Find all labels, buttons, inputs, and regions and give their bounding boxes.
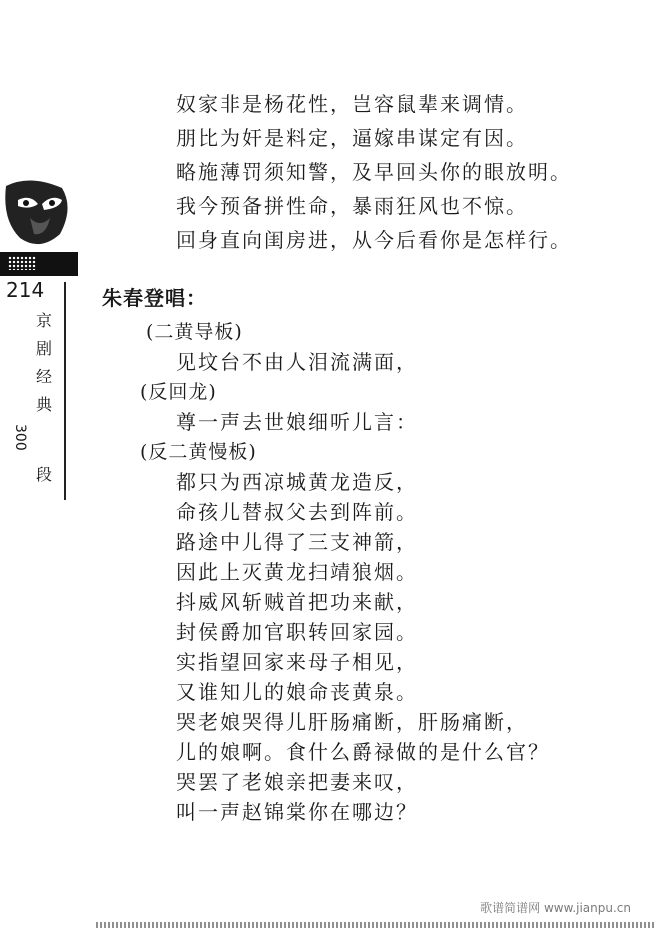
- verse-line: 封侯爵加官职转回家园。: [176, 620, 418, 644]
- book-title-char: 段: [36, 465, 53, 484]
- decorative-dots: [8, 256, 36, 270]
- verse-line: 见坟台不由人泪流满面，: [176, 350, 418, 374]
- page-number: 214: [6, 278, 45, 302]
- verse-line: 哭老娘哭得儿肝肠痛断，肝肠痛断，: [176, 710, 528, 734]
- opera-mask-icon: [0, 178, 78, 250]
- section-heading: 朱春登唱：: [102, 286, 207, 310]
- verse-line: 我今预备拼性命，暴雨狂风也不惊。: [176, 194, 528, 218]
- tune-label: (反二黄慢板): [140, 441, 257, 463]
- verse-line: 命孩儿替叔父去到阵前。: [176, 500, 418, 524]
- tune-label: (二黄导板): [146, 321, 243, 343]
- verse-line: 抖威风斩贼首把功来献，: [176, 590, 418, 614]
- verse-line: 因此上灭黄龙扫靖狼烟。: [176, 560, 418, 584]
- book-title-char: 京: [36, 311, 53, 330]
- verse-line: 儿的娘啊。食什么爵禄做的是什么官？: [176, 740, 550, 764]
- verse-line: 尊一声去世娘细听儿言：: [176, 410, 418, 434]
- verse-line: 朋比为奸是料定，逼嫁串谋定有因。: [176, 126, 528, 150]
- tune-label: (反回龙): [140, 381, 217, 403]
- verse-line: 又谁知儿的娘命丧黄泉。: [176, 680, 418, 704]
- book-title-char: 典: [36, 395, 53, 414]
- book-title-char: 剧: [36, 339, 53, 358]
- side-rule: [64, 282, 66, 500]
- verse-line: 哭罢了老娘亲把妻来叹，: [176, 770, 418, 794]
- verse-line: 略施薄罚须知警，及早回头你的眼放明。: [176, 160, 572, 184]
- watermark: 歌谱简谱网 www.jianpu.cn: [480, 901, 631, 915]
- book-title-number: 300: [12, 424, 28, 451]
- verse-line: 叫一声赵锦棠你在哪边？: [176, 800, 418, 824]
- verse-line: 回身直向闺房进，从今后看你是怎样行。: [176, 228, 572, 252]
- verse-line: 都只为西凉城黄龙造反，: [176, 470, 418, 494]
- verse-line: 奴家非是杨花性，岂容鼠辈来调情。: [176, 92, 528, 116]
- verse-line: 路途中儿得了三支神箭，: [176, 530, 418, 554]
- verse-line: 实指望回家来母子相见，: [176, 650, 418, 674]
- book-title-char: 经: [36, 367, 53, 386]
- scan-edge: [96, 922, 655, 928]
